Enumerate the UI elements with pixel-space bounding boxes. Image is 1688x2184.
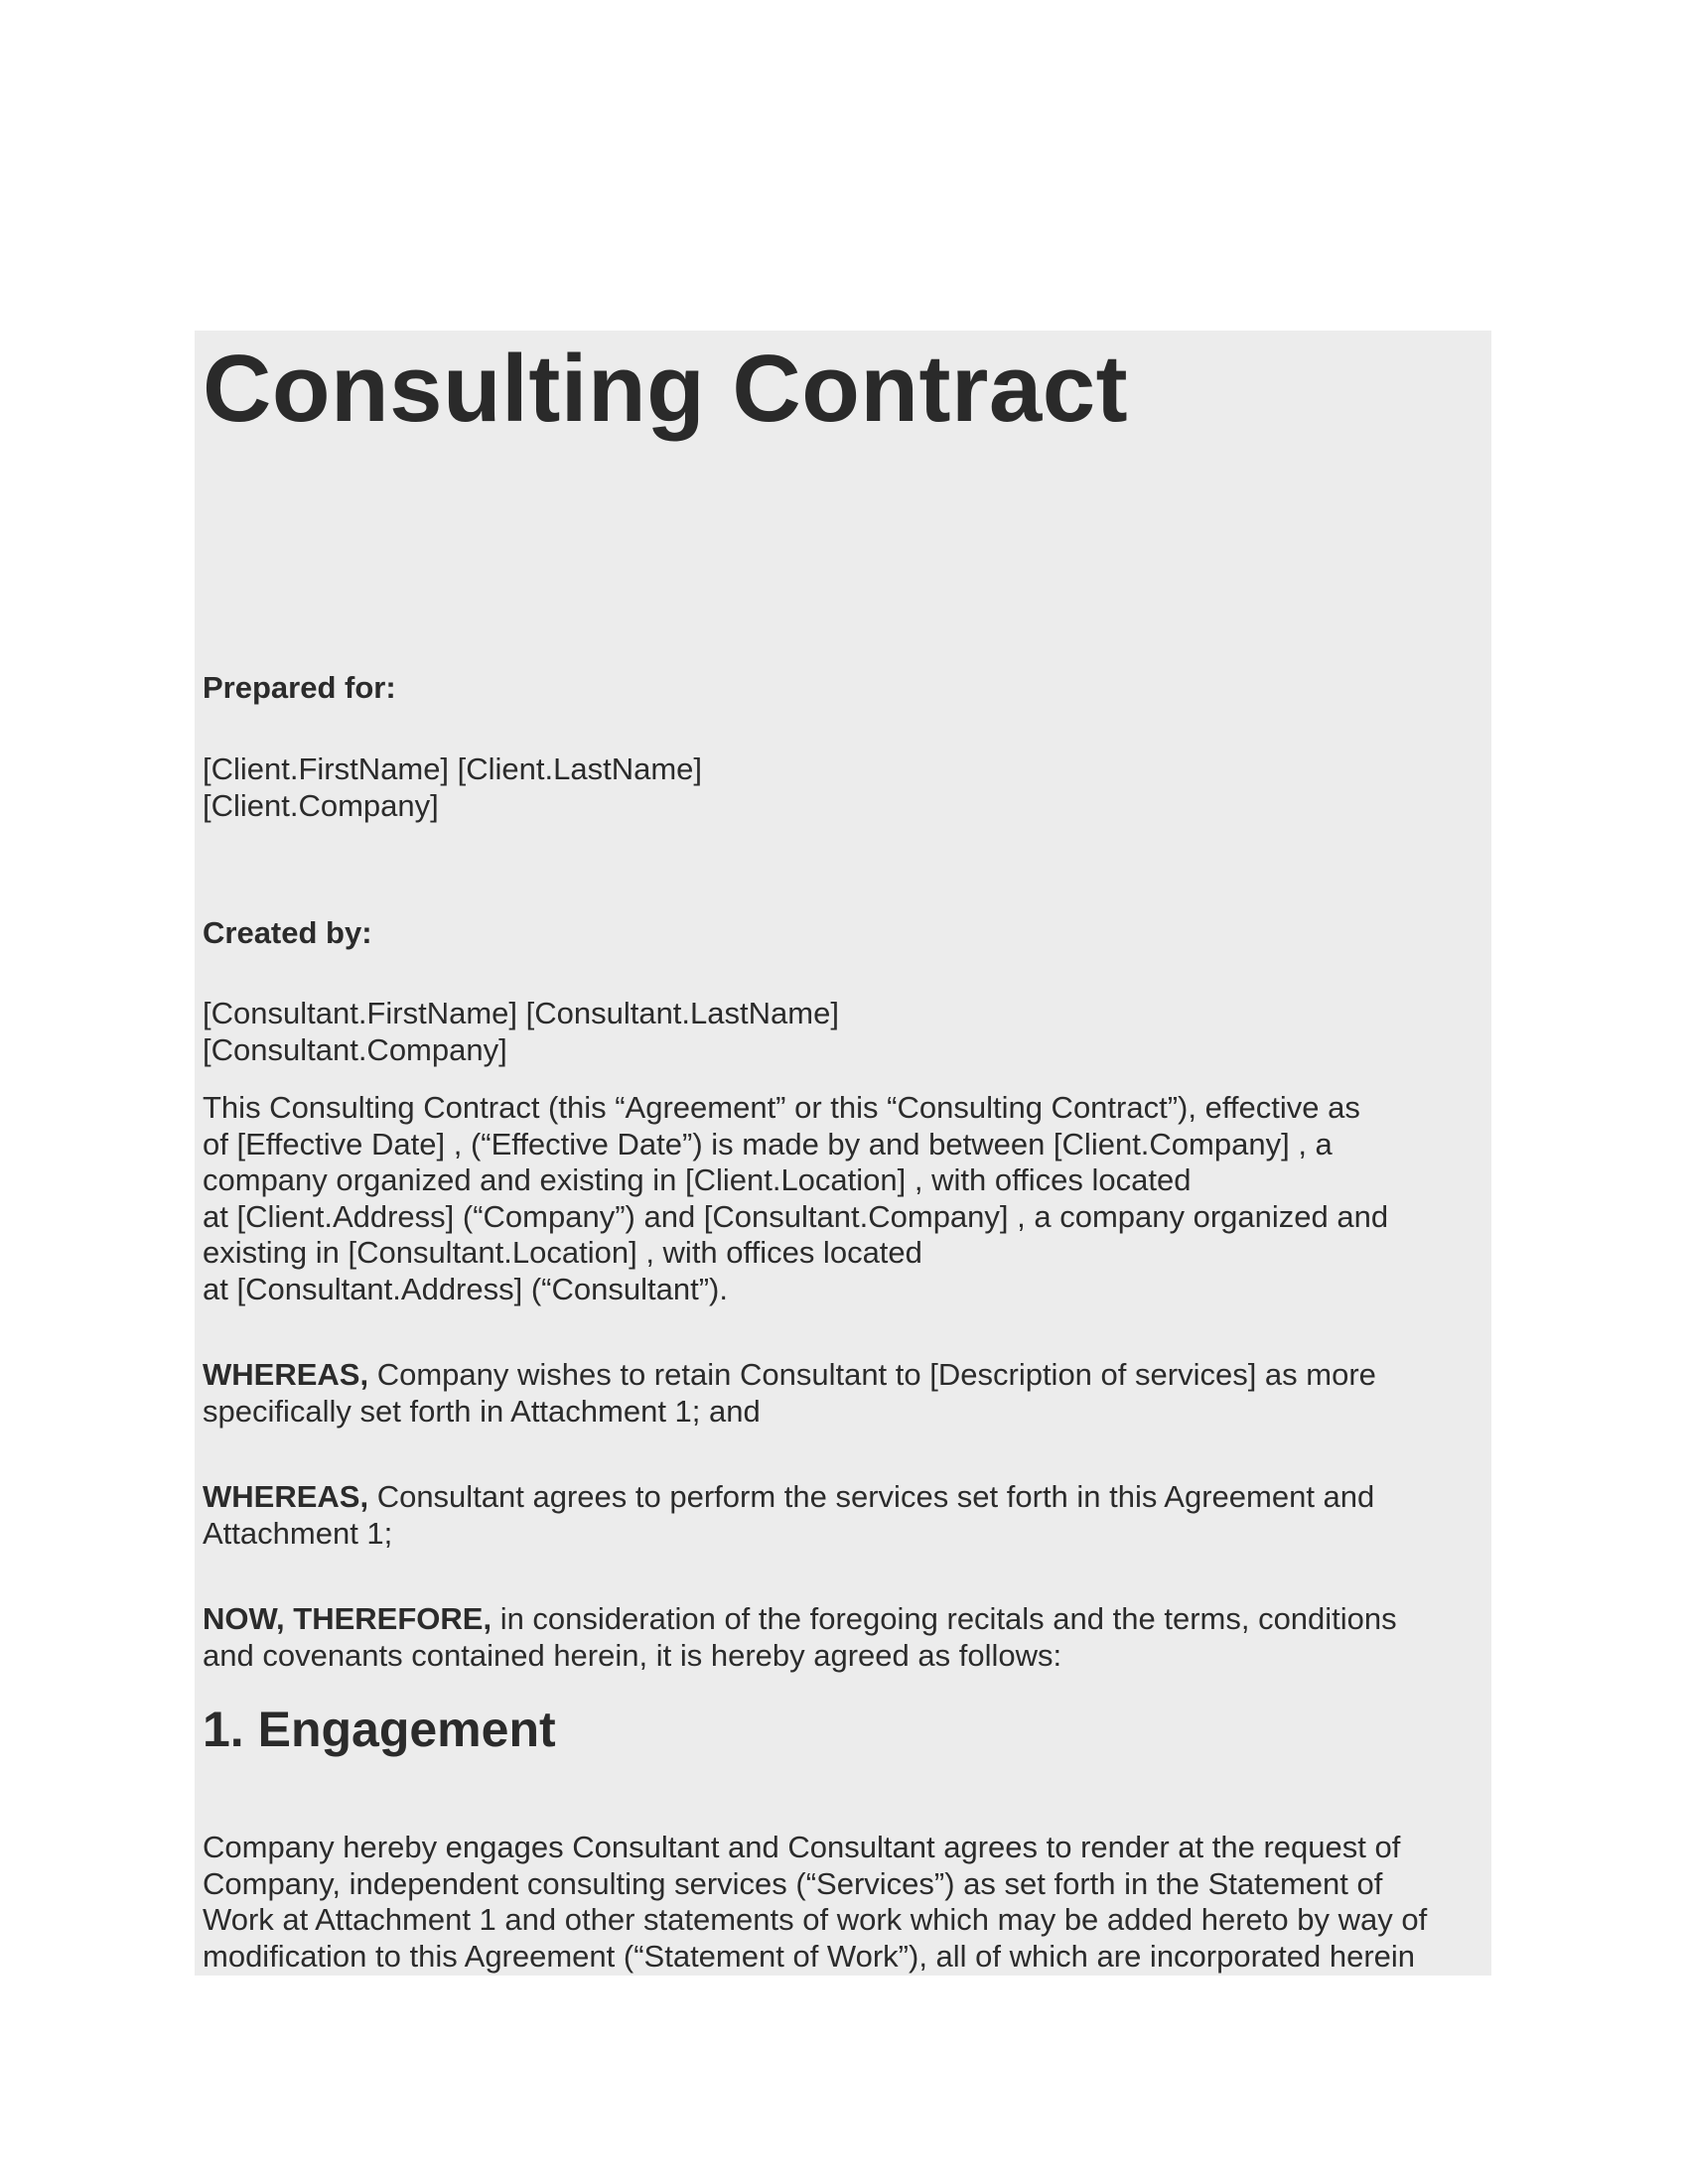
consultant-company-line: [Consultant.Company] — [203, 1031, 507, 1067]
client-name-line: [Client.FirstName] [Client.LastName] — [203, 751, 703, 786]
prepared-for-label: Prepared for: — [203, 670, 396, 705]
intro-paragraph — [203, 1090, 1474, 1307]
whereas-2-lead: WHEREAS, — [203, 1479, 369, 1514]
consultant-name-line: [Consultant.FirstName] [Consultant.LastName] — [203, 996, 839, 1030]
section-1-line: Work at Attachment 1 and other statements of work which may be added hereto by way of — [203, 1902, 1428, 1937]
whereas-2-line-1 — [203, 1479, 1474, 1516]
document-title: Consulting Contract — [203, 336, 1129, 442]
whereas-2-text: Consultant agrees to perform the services set forth in this Agreement and — [368, 1479, 1375, 1514]
section-1-paragraph — [203, 1830, 1474, 1975]
whereas-paragraph-1 — [203, 1357, 1474, 1430]
document-page — [195, 331, 1491, 1976]
whereas-2-line-2: Attachment 1; — [203, 1515, 393, 1551]
whereas-1-text: Company wishes to retain Consultant to [Description of services] as more — [368, 1357, 1376, 1392]
client-company-line: [Client.Company] — [203, 787, 439, 823]
now-therefore-paragraph — [203, 1601, 1474, 1674]
now-therefore-line-1 — [203, 1601, 1474, 1638]
section-1-heading: 1. Engagement — [203, 1702, 556, 1757]
now-therefore-text: in consideration of the foregoing recitals and the terms, conditions — [492, 1601, 1397, 1636]
created-by-label: Created by: — [203, 915, 372, 950]
intro-line: at [Client.Address] (“Company”) and [Consultant.Company] , a company organized and — [203, 1198, 1389, 1234]
intro-line: This Consulting Contract (this “Agreement” or this “Consulting Contract”), effective as — [203, 1090, 1360, 1125]
section-1-line: Company, independent consulting services (“Services”) as set forth in the Statement of — [203, 1865, 1383, 1901]
whereas-1-line-1 — [203, 1357, 1474, 1394]
intro-line: of [Effective Date] , (“Effective Date”) is made by and between [Client.Company] , a — [203, 1126, 1333, 1161]
section-1-line: Company hereby engages Consultant and Consultant agrees to render at the request of — [203, 1830, 1401, 1864]
intro-line: company organized and existing in [Client.Location] , with offices located — [203, 1162, 1192, 1197]
whereas-1-lead: WHEREAS, — [203, 1357, 369, 1392]
created-by-details — [203, 996, 1474, 1068]
prepared-for-details — [203, 751, 1474, 824]
intro-line: existing in [Consultant.Location] , with offices located — [203, 1235, 922, 1270]
now-therefore-line-2: and covenants contained herein, it is hereby agreed as follows: — [203, 1637, 1062, 1673]
whereas-1-line-2: specifically set forth in Attachment 1; and — [203, 1393, 761, 1429]
section-1-line: modification to this Agreement (“Statement of Work”), all of which are incorporated herein — [203, 1938, 1416, 1974]
whereas-paragraph-2 — [203, 1479, 1474, 1552]
now-therefore-lead: NOW, THEREFORE, — [203, 1601, 492, 1636]
intro-line: at [Consultant.Address] (“Consultant”). — [203, 1271, 728, 1306]
